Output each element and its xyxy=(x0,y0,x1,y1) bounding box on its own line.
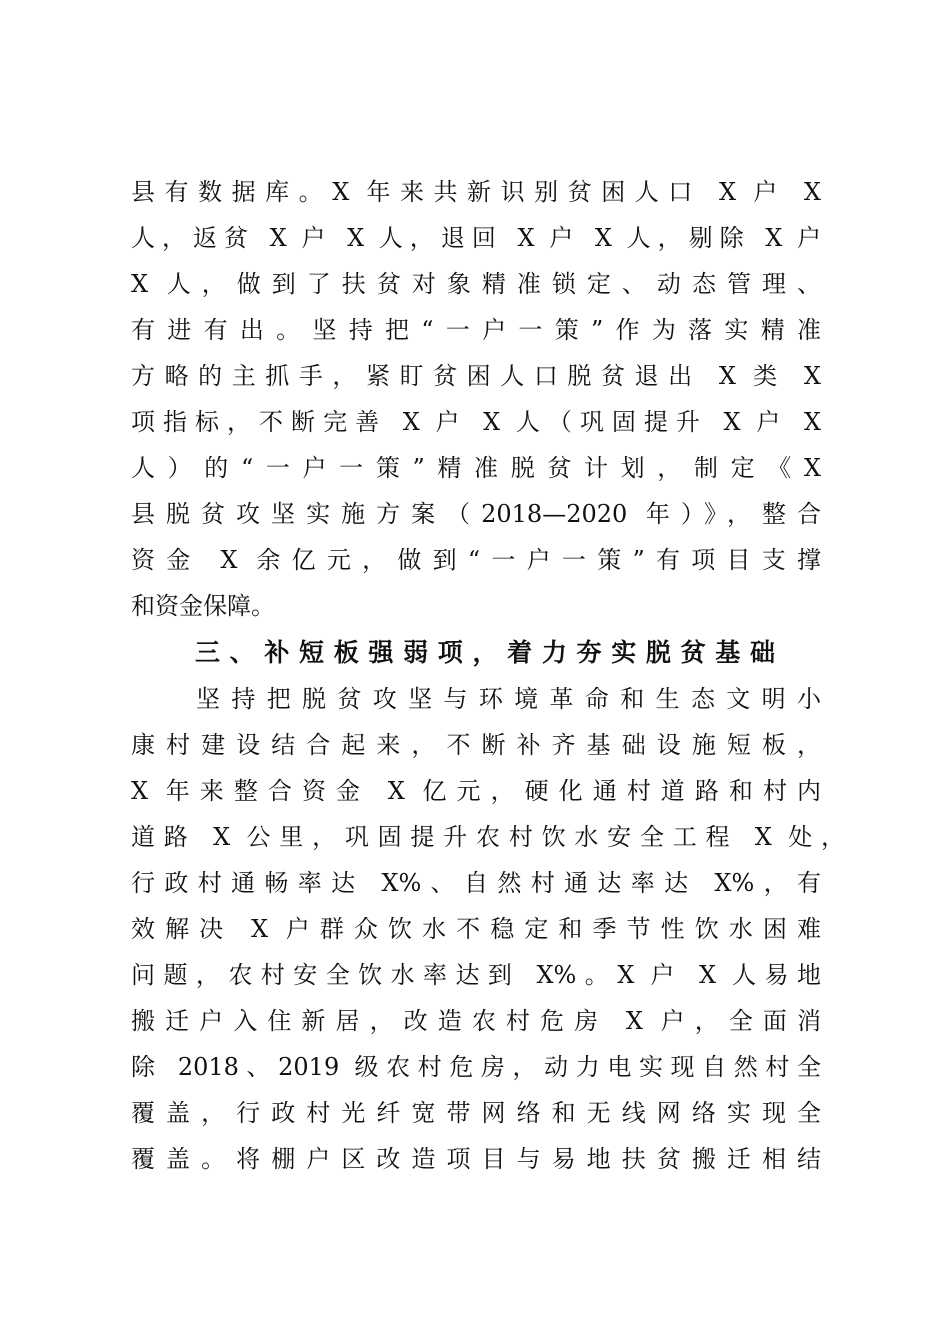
text-line: 有进有出。坚持把“一户一策”作为落实精准 xyxy=(131,316,821,344)
text-line: 除 2018、2019 级农村危房，动力电实现自然村全 xyxy=(131,1053,821,1081)
text-line: 县有数据库。X 年来共新识别贫困人口 X 户 X xyxy=(131,178,821,206)
text-line: 康村建设结合起来，不断补齐基础设施短板， xyxy=(131,731,821,759)
text-line: 搬迁户入住新居，改造农村危房 X 户，全面消 xyxy=(131,1007,821,1035)
text-line: 和资金保障。 xyxy=(131,592,275,620)
text-line: 覆盖，行政村光纤宽带网络和无线网络实现全 xyxy=(131,1099,821,1127)
text-line: 项指标，不断完善 X 户 X 人（巩固提升 X 户 X xyxy=(131,408,821,436)
text-line: X 人，做到了扶贫对象精准锁定、动态管理、 xyxy=(131,270,821,298)
text-line: 道路 X 公里，巩固提升农村饮水安全工程 X 处， xyxy=(131,823,845,851)
text-line: 坚持把脱贫攻坚与环境革命和生态文明小 xyxy=(196,685,821,713)
text-line: 资金 X 余亿元，做到“一户一策”有项目支撑 xyxy=(131,546,821,574)
text-line: 效解决 X 户群众饮水不稳定和季节性饮水困难 xyxy=(131,915,821,943)
text-line: 问题，农村安全饮水率达到 X%。X 户 X 人易地 xyxy=(131,961,821,989)
text-line: X 年来整合资金 X 亿元，硬化通村道路和村内 xyxy=(131,777,821,805)
text-line: 方略的主抓手，紧盯贫困人口脱贫退出 X 类 X xyxy=(131,362,821,390)
text-line: 行政村通畅率达 X%、自然村通达率达 X%，有 xyxy=(131,869,821,897)
text-line: 人，返贫 X 户 X 人，退回 X 户 X 人，剔除 X 户 xyxy=(131,224,821,252)
text-line: 人）的“一户一策”精准脱贫计划，制定《X xyxy=(131,454,821,482)
section-heading: 三、补短板强弱项，着力夯实脱贫基础 xyxy=(195,638,775,667)
text-line: 覆盖。将棚户区改造项目与易地扶贫搬迁相结 xyxy=(131,1145,821,1173)
text-line: 县脱贫攻坚实施方案（2018—2020 年）》，整合 xyxy=(131,500,821,528)
